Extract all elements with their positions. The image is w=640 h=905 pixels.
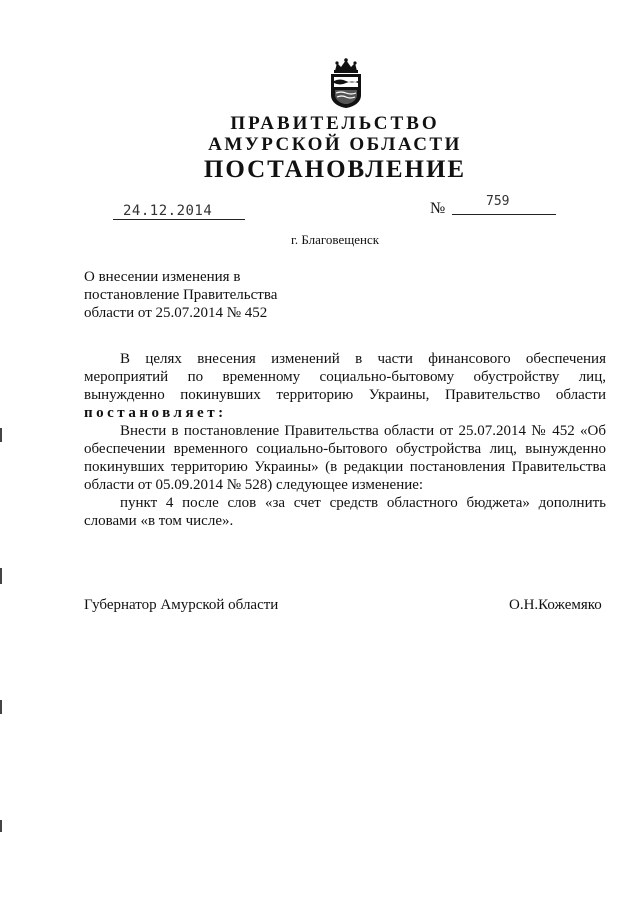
subject-line: постановление Правительства bbox=[84, 287, 278, 303]
resolution-word: постановляет: bbox=[84, 405, 227, 421]
body-line: пункт 4 после слов «за счет средств областного бюджета» дополнить bbox=[120, 495, 606, 511]
body-line: вынужденно покинувших территорию Украины, Правительство области bbox=[84, 387, 606, 403]
body-line: словами «в том числе». bbox=[84, 513, 234, 529]
subject-line: области от 25.07.2014 № 452 bbox=[84, 305, 268, 321]
city-label: г. Благовещенск bbox=[290, 232, 380, 247]
scan-edge-mark bbox=[0, 700, 2, 714]
body-line: мероприятий по временному социально-бытовому обустройству лиц, bbox=[84, 369, 606, 385]
body-line: области от 05.09.2014 № 528) следующее изменение: bbox=[84, 477, 424, 493]
body-line: Внести в постановление Правительства области от 25.07.2014 № 452 «Об bbox=[120, 423, 606, 439]
coat-of-arms-icon bbox=[326, 57, 366, 109]
org-title-line1: ПРАВИТЕЛЬСТВО bbox=[230, 113, 440, 134]
body-line: покинувших территорию Украины» (в редакции постановления Правительства bbox=[84, 459, 606, 475]
scan-edge-mark bbox=[0, 568, 2, 584]
document-type-title: ПОСТАНОВЛЕНИЕ bbox=[203, 156, 467, 183]
signatory-name: О.Н.Кожемяко bbox=[509, 597, 602, 613]
scan-edge-mark bbox=[0, 428, 2, 442]
document-body bbox=[84, 350, 606, 530]
document-date: 24.12.2014 bbox=[113, 203, 245, 220]
scan-edge-mark bbox=[0, 820, 2, 832]
signatory-title: Губернатор Амурской области bbox=[84, 597, 279, 613]
document-number: 759 bbox=[486, 194, 510, 209]
subject-line: О внесении изменения в bbox=[84, 269, 241, 285]
body-line: В целях внесения изменений в части финансового обеспечения bbox=[120, 351, 606, 367]
document-subject bbox=[84, 268, 277, 322]
number-sign: № bbox=[430, 200, 446, 217]
org-title-line2: АМУРСКОЙ ОБЛАСТИ bbox=[208, 134, 462, 155]
body-line: обеспечении временного социально-бытового обустройства лиц, вынужденно bbox=[84, 441, 606, 457]
